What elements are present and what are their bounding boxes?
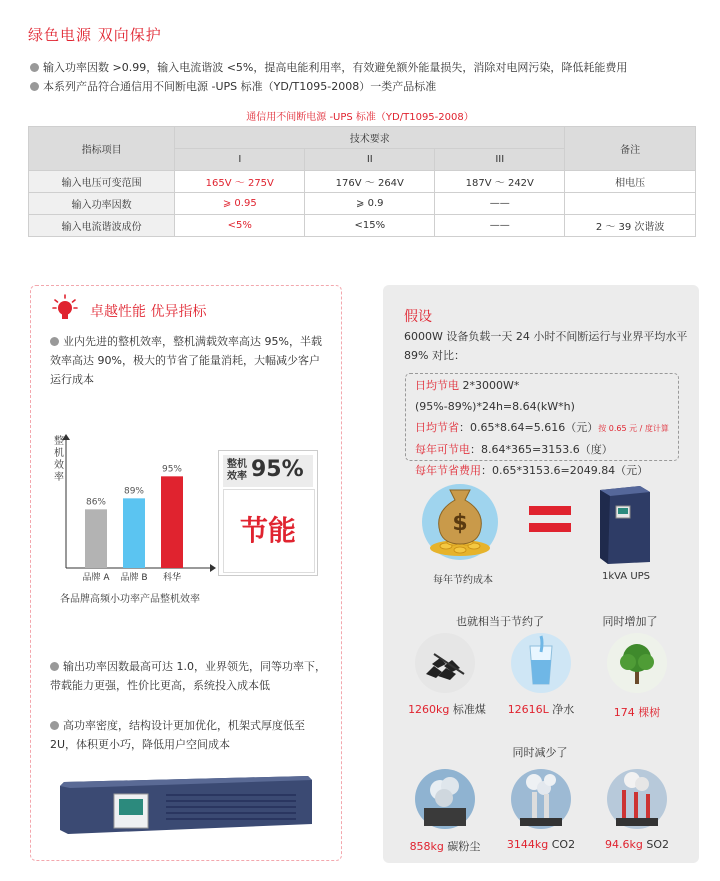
cell-iii: —— — [435, 215, 565, 237]
water-glass-icon — [510, 632, 572, 694]
water-saved — [500, 701, 582, 717]
badge-top-label: 整机效率 — [227, 459, 247, 482]
dust-reduced — [402, 838, 488, 854]
cell-ii: ⩾ 0.9 — [305, 193, 435, 215]
density-paragraph — [50, 716, 328, 754]
category-label: 品牌 B — [120, 573, 148, 582]
reduced-title: 同时减少了 — [512, 746, 568, 759]
co2-value: 3144kg — [506, 838, 549, 851]
table-row — [29, 193, 696, 215]
badge-bottom-text: 节能 — [239, 514, 296, 547]
performance-title: 卓越性能 优异指标 — [90, 304, 207, 320]
tree-unit: 棵树 — [634, 706, 661, 719]
section-title-green-power: 绿色电源 双向保护 — [28, 26, 162, 44]
calc-line — [415, 439, 677, 460]
calc-key: 日均节电 — [415, 379, 459, 392]
category-label: 品牌 A — [82, 573, 110, 582]
efficiency-badge — [218, 450, 318, 576]
bullet-input-factor: 输入功率因数 >0.99，输入电流谐波 <5%，提高电能利用率，有效避免额外能量损失，消除对电网污染，降低耗能费用 — [30, 59, 627, 75]
trees-added — [596, 704, 678, 720]
dust-value: 858kg — [409, 840, 444, 853]
coal-value: 1260kg — [408, 703, 450, 716]
col-note-header: 备注 — [565, 127, 696, 171]
bars-group — [82, 464, 183, 582]
power-factor-paragraph — [50, 657, 328, 695]
sub-col-3: III — [435, 149, 565, 171]
calc-line — [415, 417, 677, 439]
lightbulb-icon — [52, 294, 78, 322]
bullet-dot — [50, 721, 59, 730]
so2-unit: SO2 — [642, 838, 669, 851]
coal-saved — [406, 701, 488, 717]
cell-note: 相电压 — [565, 171, 696, 193]
cell-ii: 176V ～ 264V — [305, 171, 435, 193]
bar-1 — [85, 509, 107, 568]
row-item: 输入功率因数 — [29, 193, 175, 215]
calc-key: 每年可节电 — [415, 443, 470, 456]
calc-note: 按 0.65 元 / 度计算 — [598, 424, 669, 433]
dust-emission-icon — [414, 768, 476, 830]
cell-iii: 187V ～ 242V — [435, 171, 565, 193]
svg-text:$: $ — [452, 511, 468, 536]
calc-value: ：8.64*365=3153.6（度） — [470, 443, 613, 456]
table-row — [29, 215, 696, 237]
so2-value: 94.6kg — [605, 838, 643, 851]
money-bag-icon — [420, 474, 500, 564]
calc-line — [415, 375, 677, 417]
tower-ups-image — [594, 484, 656, 566]
yearly-savings-label: 每年节约成本 — [433, 575, 493, 586]
calc-value: ：0.65*3153.6=2049.84（元） — [481, 464, 649, 477]
cell-ii: <15% — [305, 215, 435, 237]
assumption-title: 假设 — [404, 309, 432, 325]
sub-col-1: I — [175, 149, 305, 171]
density-text: 高功率密度，结构设计更加优化，机架式厚度低至 2U，体积更小巧，降低用户空间成本 — [50, 719, 305, 751]
cell-i: 165V ～ 275V — [175, 171, 305, 193]
calc-value: 2*3000W*(95%-89%)*24h=8.64(kW*h) — [415, 379, 575, 413]
cell-i: <5% — [175, 215, 305, 237]
dust-unit: 碳粉尘 — [443, 840, 481, 853]
efficiency-bar-chart — [50, 434, 218, 582]
table-caption: 通信用不间断电源 -UPS 标准（YD/T1095-2008） — [246, 112, 474, 123]
tree-value: 174 — [613, 706, 635, 719]
tree-icon — [606, 632, 668, 694]
category-label: 科华 — [162, 573, 182, 582]
bar-3 — [161, 476, 183, 568]
calc-key: 日均节省 — [415, 421, 459, 434]
calc-key: 每年节省费用 — [415, 464, 481, 477]
water-value: 12616L — [507, 703, 549, 716]
bullet-dot — [50, 337, 59, 346]
ups-label: 1kVA UPS — [601, 571, 651, 582]
co2-emission-icon — [510, 768, 572, 830]
row-item: 输入电压可变范围 — [29, 171, 175, 193]
equal-sign-top — [529, 506, 571, 515]
bar-value-label: 86% — [85, 497, 107, 508]
co2-unit: CO2 — [548, 838, 576, 851]
rack-ups-image — [56, 772, 316, 840]
chart-y-label: 整机效率 — [54, 436, 64, 483]
cell-i: ⩾ 0.95 — [175, 193, 305, 215]
added-title: 同时增加了 — [602, 615, 658, 628]
bar-2 — [123, 498, 145, 568]
power-factor-text: 输出功率因数最高可达 1.0，业界领先，同等功率下，带载能力更强，性价比更高，系统投入成本低 — [50, 660, 326, 692]
so2-reduced — [594, 838, 680, 851]
efficiency-paragraph — [50, 332, 328, 389]
water-unit: 净水 — [548, 703, 575, 716]
sub-col-2: II — [305, 149, 435, 171]
bullet-dot — [50, 662, 59, 671]
calc-value: ：0.65*8.64=5.616（元） — [459, 421, 599, 434]
spec-table — [28, 126, 696, 237]
calculation-list — [415, 375, 677, 481]
bullet-standard: 本系列产品符合通信用不间断电源 -UPS 标准（YD/T1095-2008）一类产品标准 — [30, 78, 436, 94]
cell-note: 2 ～ 39 次谐波 — [565, 215, 696, 237]
cell-note — [565, 193, 696, 215]
assumption-intro: 6000W 设备负载一天 24 小时不间断运行与业界平均水平 89% 对比： — [404, 330, 688, 362]
coal-icon — [414, 632, 476, 694]
bar-value-label: 89% — [123, 486, 145, 497]
row-item: 输入电流谐波成份 — [29, 215, 175, 237]
equivalent-savings-title: 也就相当于节约了 — [456, 615, 544, 628]
efficiency-text: 业内先进的整机效率，整机满载效率高达 95%，半载效率高达 90%，极大的节省了能量消耗，大幅减少客户运行成本 — [50, 335, 322, 386]
x-axis-arrow — [210, 564, 216, 572]
col-item-header: 指标项目 — [29, 127, 175, 171]
bar-value-label: 95% — [161, 464, 183, 475]
col-tech-header: 技术要求 — [175, 127, 565, 149]
badge-top-value: 95% — [251, 457, 304, 482]
cell-iii: —— — [435, 193, 565, 215]
chart-caption: 各品牌高频小功率产品整机效率 — [60, 594, 200, 605]
equal-sign-bottom — [529, 523, 571, 532]
so2-emission-icon — [606, 768, 668, 830]
coal-unit: 标准煤 — [449, 703, 486, 716]
table-row — [29, 171, 696, 193]
co2-reduced — [498, 838, 584, 851]
